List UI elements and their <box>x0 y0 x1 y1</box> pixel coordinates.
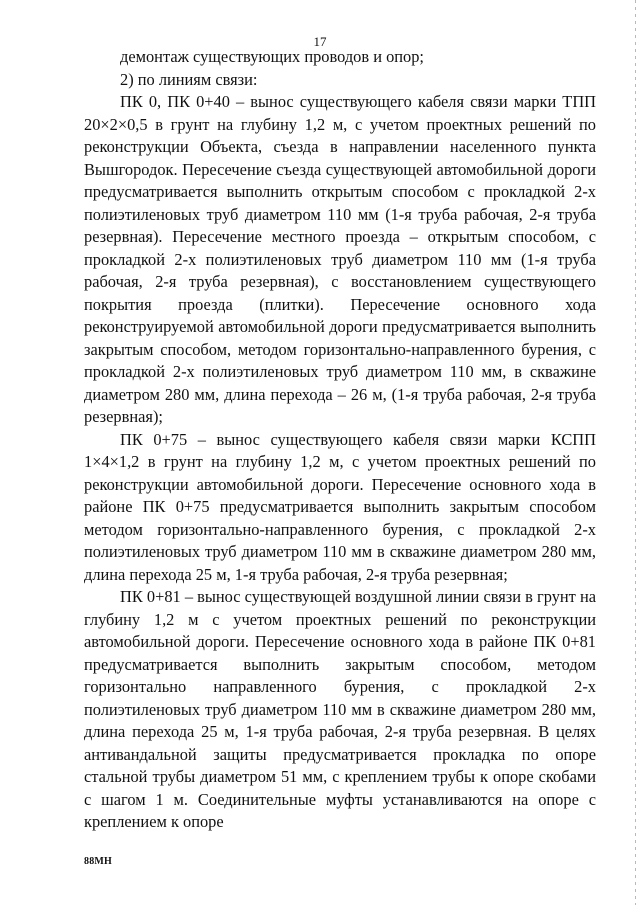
paragraph-pk-0-81: ПК 0+81 – вынос существующей воздушной линии связи в грунт на глубину 1,2 м с учетом проектных решений по реконструкции автомобильной дороги. Пересечение основного хода в районе ПК 0+81 предусматривается выполнить закрытым способом, методом горизонтально направленного бурения, с прокладкой 2-х полиэтиленовых труб диаметром 110 мм в скважине диаметром 280 мм, длина перехода 25 м, 1-я труба рабочая, 2-я труба резервная. В целях антивандальной защиты предусматривается прокладка по опоре стальной трубы диаметром 51 мм, с креплением трубы к опоре скобами с шагом 1 м. Соединительные муфты устанавливаются на опоре с креплением к опоре <box>84 587 596 831</box>
page-number: 17 <box>313 34 327 49</box>
scan-edge-line <box>635 0 636 905</box>
paragraph-pk-0-75: ПК 0+75 – вынос существующего кабеля связи марки КСПП 1×4×1,2 в грунт на глубину 1,2 м, с учетом проектных решений по реконструкции автомобильной дороги. Пересечение основного хода в районе ПК 0+75 предусматривается выполнить закрытым способом методом горизонтально-направленного бурения, с прокладкой 2-х полиэтиленовых труб диаметром 110 мм в скважине диаметром 280 мм, длина перехода 25 м, 1-я труба рабочая, 2-я труба резервная; <box>84 429 596 584</box>
paragraph-communication-lines-heading: 2) по линиям связи: <box>120 69 258 89</box>
footer-document-code: 88МН <box>84 856 113 867</box>
body-text <box>84 46 596 834</box>
paragraph-pk-0-40: ПК 0, ПК 0+40 – вынос существующего кабеля связи марки ТПП 20×2×0,5 в грунт на глубину 1,2 м, с учетом проектных решений по реконструкции Объекта, съезда в направлении населенного пункта Вышгородок. Пересечение съезда существующей автомобильной дороги предусматривается выполнить открытым способом с прокладкой 2-х полиэтиленовых труб диаметром 110 мм (1-я труба рабочая, 2-я труба резервная). Пересечение местного проезда – открытым способом, с прокладкой 2-х полиэтиленовых труб диаметром 110 мм (1-я труба рабочая, 2-я труба резервная), с восстановлением существующего покрытия проезда (плитки). Пересечение основного хода реконструируемой автомобильной дороги предусматривается выполнить закрытым способом, методом горизонтально-направленного бурения, с прокладкой 2-х полиэтиленовых труб диаметром 110 мм, в скважине диаметром 280 мм, длина перехода – 26 м, (1-я труба рабочая, 2-я труба резервная); <box>84 92 596 426</box>
paragraph-dismantling: демонтаж существующих проводов и опор; <box>120 47 424 66</box>
